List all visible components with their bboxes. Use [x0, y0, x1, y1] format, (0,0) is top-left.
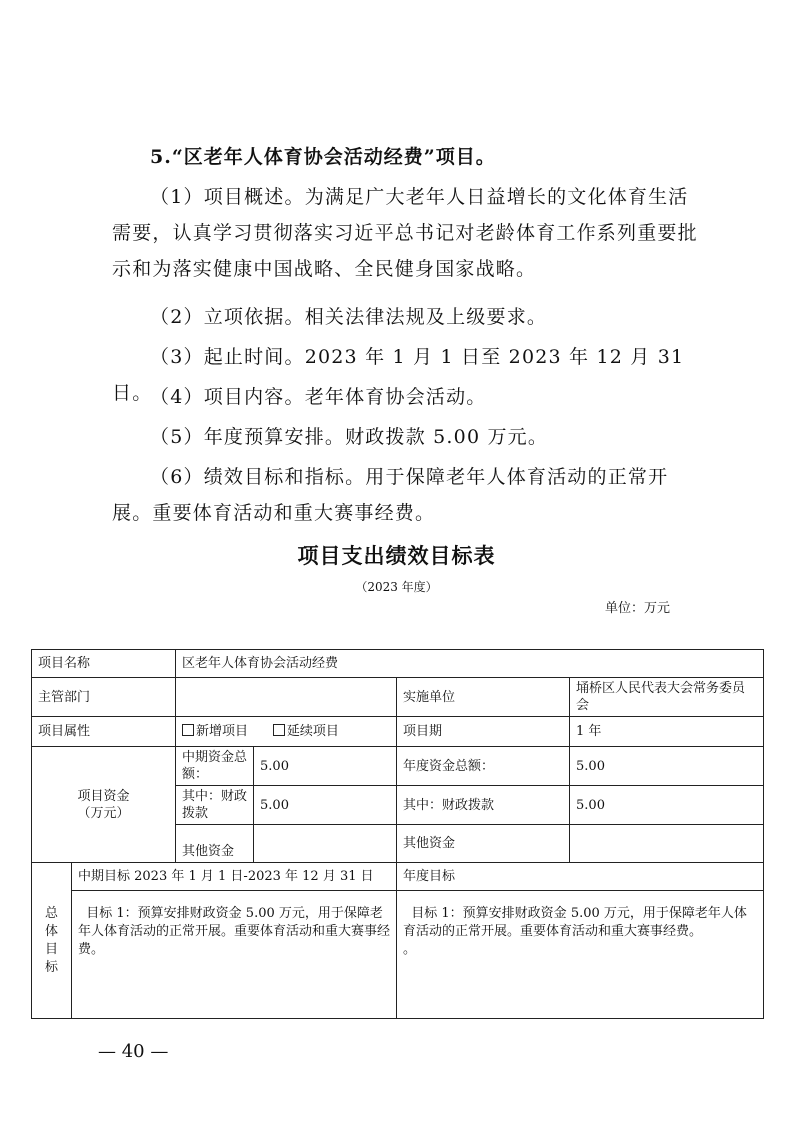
overall-goal-label: 总 体 目 标: [32, 863, 72, 1019]
continued-project-label: 延续项目: [286, 724, 339, 739]
annual-total-value: 5.00: [570, 747, 764, 786]
mid-total-label: 中期资金总额：: [176, 747, 254, 786]
funds-label-line1: 项目资金: [77, 788, 130, 804]
annual-goal-extra: 。: [403, 942, 417, 957]
annual-goal-header: 年度目标: [397, 863, 764, 891]
table-row: [32, 650, 764, 678]
attr-options: [176, 717, 397, 747]
new-project-checkbox[interactable]: [182, 724, 194, 736]
table-row: [32, 747, 764, 786]
continued-project-checkbox[interactable]: [273, 724, 285, 736]
section-heading: 5.“区老年人体育协会活动经费”项目。: [150, 146, 496, 168]
mid-other-value: [254, 825, 397, 863]
dept-label: 主管部门: [32, 678, 176, 717]
performance-target-table: [31, 649, 764, 1019]
mid-goal-text: 目标 1：预算安排财政资金 5.00 万元，用于保障老年人体育活动的正常开展。重要体育活动和重大赛事经费。: [72, 891, 397, 1019]
paragraph-content: （4）项目内容。老年体育协会活动。: [150, 386, 487, 408]
project-name-label: 项目名称: [32, 650, 176, 678]
mid-other-label: 其他资金: [176, 825, 254, 863]
impl-value: 埇桥区人民代表大会常务委员会: [570, 678, 764, 717]
paragraph-budget: （5）年度预算安排。财政拨款 5.00 万元。: [150, 426, 549, 448]
project-name-value: 区老年人体育协会活动经费: [176, 650, 764, 678]
new-project-label: 新增项目: [196, 724, 249, 739]
mid-fiscal-value: 5.00: [254, 786, 397, 825]
mid-fiscal-label: 其中：财政拨款: [176, 786, 254, 825]
funds-label-line2: （万元）: [77, 805, 130, 821]
table-title: 项目支出绩效目标表: [297, 543, 496, 568]
paragraph-overview: （1）项目概述。为满足广大老年人日益增长的文化体育生活需要，认真学习贯彻落实习近平总书记对老龄体育工作系列重要批示和为落实健康中国战略、全民健身国家战略。: [112, 186, 698, 280]
attr-label: 项目属性: [32, 717, 176, 747]
mid-total-value: 5.00: [254, 747, 397, 786]
unit-label: 单位：万元: [605, 601, 671, 616]
paragraph-targets: （6）绩效目标和指标。用于保障老年人体育活动的正常开展。重要体育活动和重大赛事经费。: [112, 466, 669, 524]
period-value: 1 年: [570, 717, 764, 747]
paragraph-basis: （2）立项依据。相关法律法规及上级要求。: [150, 306, 548, 328]
annual-goal-text: 目标 1：预算安排财政资金 5.00 万元，用于保障老年人体育活动的正常开展。重要体育活动和重大赛事经费。 。: [397, 891, 764, 1019]
period-label: 项目期: [397, 717, 570, 747]
table-row: [32, 678, 764, 717]
table-row: [32, 891, 764, 1019]
impl-label: 实施单位: [397, 678, 570, 717]
table-row: [32, 717, 764, 747]
dept-value: [176, 678, 397, 717]
annual-other-label: 其他资金: [397, 825, 570, 863]
table-year: （2023 年度）: [355, 580, 438, 594]
page-number: — 40 —: [98, 1041, 169, 1062]
paragraph-period: （3）起止时间。2023 年 1 月 1 日至 2023 年 12 月 31 日。: [112, 346, 685, 404]
funds-label: [32, 747, 176, 863]
annual-total-label: 年度资金总额：: [397, 747, 570, 786]
mid-goal-header: 中期目标 2023 年 1 月 1 日-2023 年 12 月 31 日: [72, 863, 397, 891]
annual-other-value: [570, 825, 764, 863]
annual-fiscal-value: 5.00: [570, 786, 764, 825]
table-row: [32, 863, 764, 891]
annual-fiscal-label: 其中：财政拨款: [397, 786, 570, 825]
